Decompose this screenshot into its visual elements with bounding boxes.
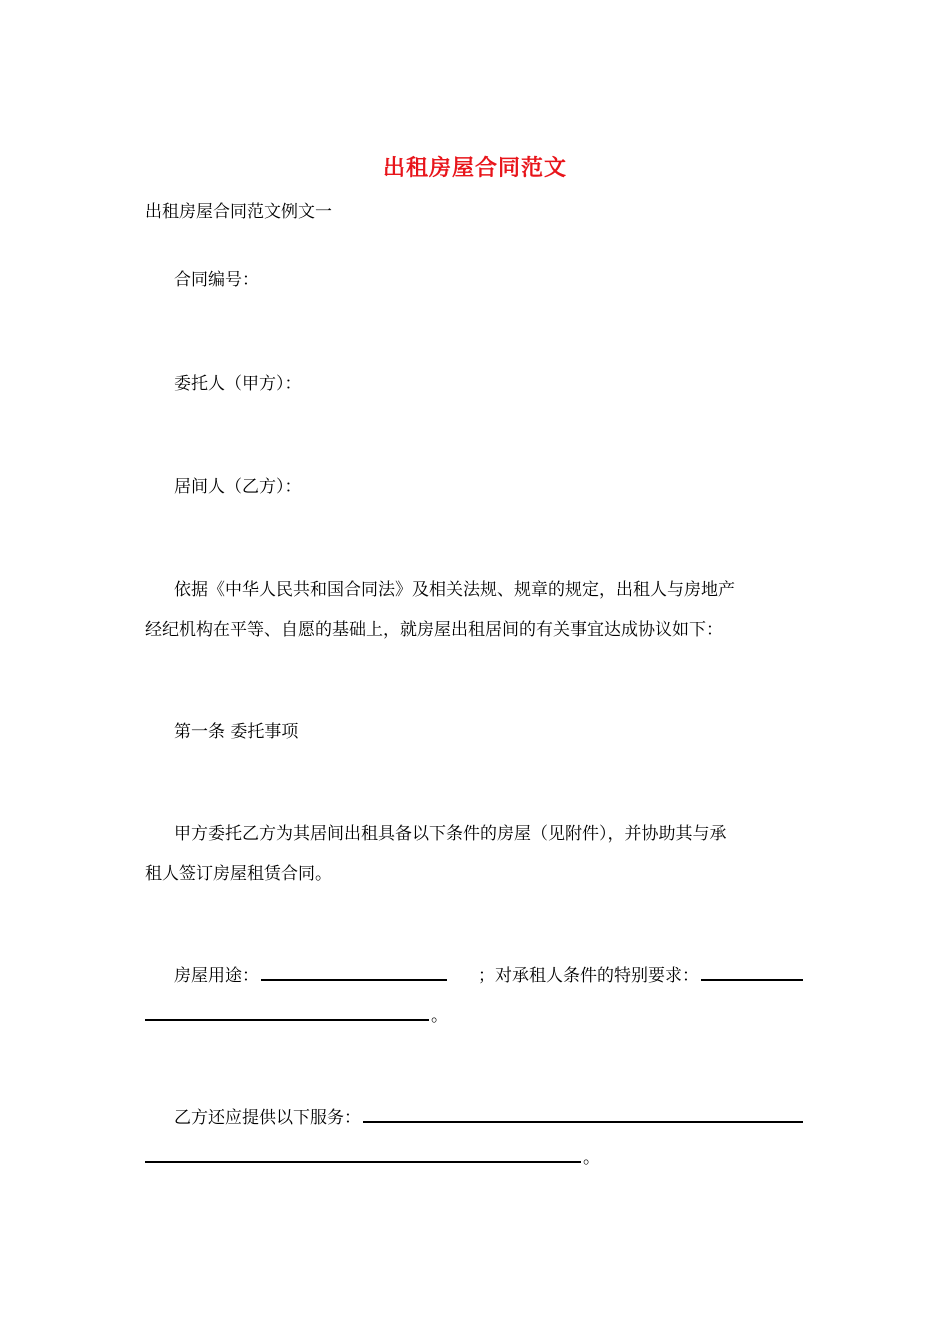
- party-b-line: [145, 467, 805, 507]
- article-1-line-2: 租人签订房屋租赁合同。: [145, 864, 332, 884]
- usage-paragraph: [145, 956, 805, 1036]
- requirements-blank-field[interactable]: [701, 963, 803, 981]
- service-end-mark: 。: [583, 1148, 600, 1168]
- document-title: 出租房屋合同范文: [382, 155, 567, 181]
- article-1-heading-text: 第一条 委托事项: [174, 722, 299, 742]
- contract-number-line: [145, 260, 805, 300]
- usage-line-1: [145, 956, 805, 996]
- service-blank-continued[interactable]: [145, 1145, 581, 1163]
- intro-line-2: 经纪机构在平等、自愿的基础上，就房屋出租居间的有关事宜达成协议如下：: [145, 620, 723, 640]
- usage-blank-field[interactable]: [261, 963, 447, 981]
- article-1-paragraph: [145, 814, 805, 894]
- party-a-line: [145, 364, 805, 404]
- subtitle-text: 出租房屋合同范文例文一: [145, 202, 332, 222]
- service-line-2: [145, 1138, 805, 1178]
- service-line-1: [145, 1098, 805, 1138]
- usage-line-2: [145, 996, 805, 1036]
- party-a-label: 委托人（甲方）：: [174, 374, 302, 394]
- article-1-line-1: 甲方委托乙方为其居间出租具备以下条件的房屋（见附件），并协助其与承: [174, 824, 727, 844]
- contract-number-label: 合同编号：: [174, 270, 259, 290]
- intro-line-1: 依据《中华人民共和国合同法》及相关法规、规章的规定，出租人与房地产: [174, 580, 735, 600]
- service-blank-field[interactable]: [363, 1105, 803, 1123]
- usage-label: 房屋用途：: [174, 966, 259, 986]
- usage-separator: ；对承租人条件的特别要求：: [478, 966, 699, 986]
- service-paragraph: [145, 1098, 805, 1178]
- document-subtitle: [145, 192, 805, 232]
- usage-end-mark: 。: [431, 1006, 448, 1026]
- service-label: 乙方还应提供以下服务：: [174, 1108, 361, 1128]
- intro-paragraph: [145, 570, 805, 650]
- article-1-heading: [145, 712, 805, 752]
- party-b-label: 居间人（乙方）：: [174, 477, 302, 497]
- requirements-blank-continued[interactable]: [145, 1003, 429, 1021]
